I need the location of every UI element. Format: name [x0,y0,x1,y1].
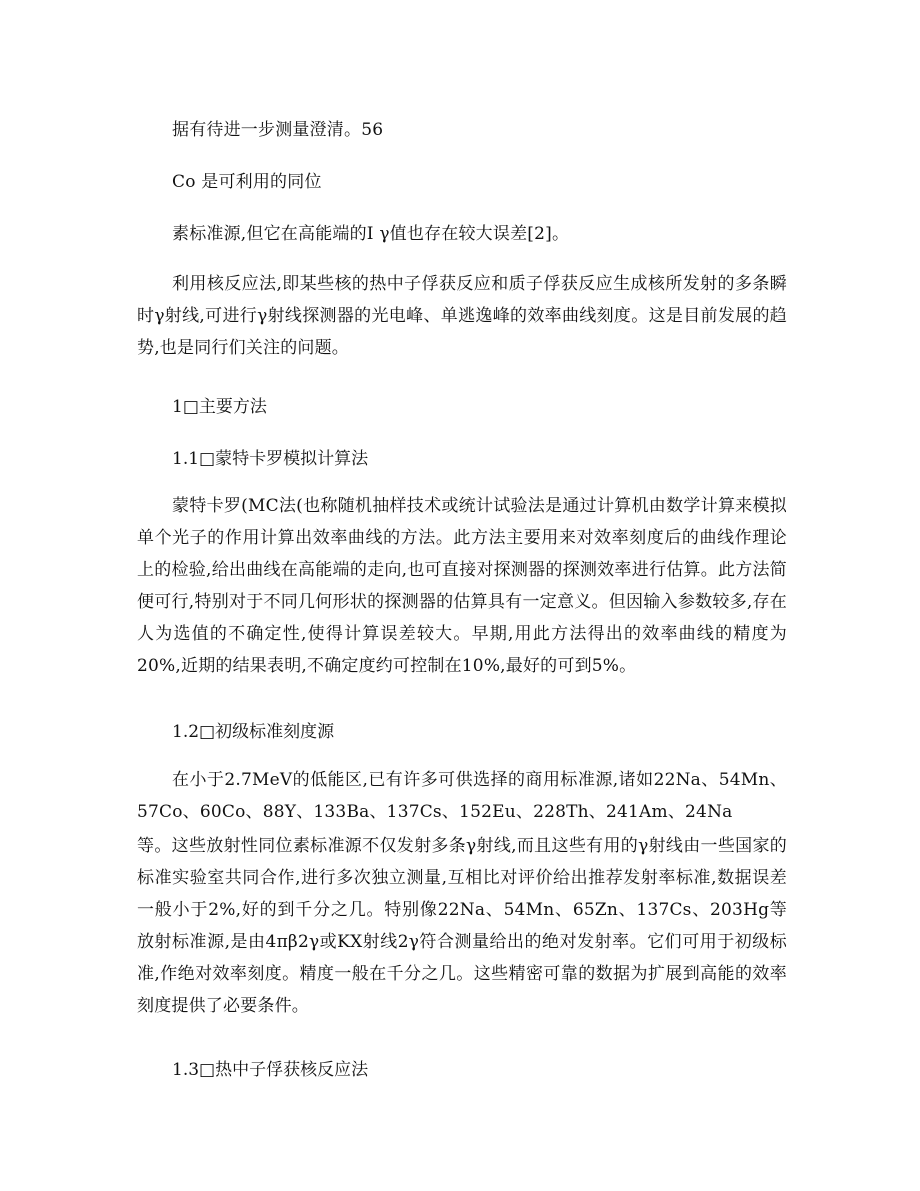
paragraph-primary-sources-body: 等。这些放射性同位素标准源不仅发射多条γ射线,而且这些有用的γ射线由一些国家的标准实验室共同合作,进行多次独立测量,互相比对评价给出推荐发射率标准,数据误差一般小于2%,好的到千分之几。特别像22Na、54Mn、65Zn、137Cs、203Hg等放射标准源,是由4πβ2γ或KX射线2γ符合测量给出的绝对发射率。它们可用于初级标准,作绝对效率刻度。精度一般在千分之几。这些精密可靠的数据为扩展到高能的效率刻度提供了必要条件。 [137,836,787,1016]
text-line-3: 素标准源,但它在高能端的I γ值也存在较大误差[2]。 [172,224,570,244]
text-line-2: Co 是可利用的同位 [172,172,322,192]
paragraph-nuclear-reaction: 利用核反应法,即某些核的热中子俘获反应和质子俘获反应生成核所发射的多条瞬时γ射线,可进行γ射线探测器的光电峰、单逃逸峰的效率曲线刻度。这是目前发展的趋势,也是同行们关注的问题。 [137,274,787,358]
paragraph-monte-carlo: 蒙特卡罗(MC法(也称随机抽样技术或统计试验法是通过计算机由数学计算来模拟单个光子的作用计算出效率曲线的方法。此方法主要用来对效率刻度后的曲线作理论上的检验,给出曲线在高能端的走向,也可直接对探测器的探测效率进行估算。此方法简便可行,特别对于不同几何形状的探测器的估算具有一定意义。但因输入参数较多,存在人为选值的不确定性,使得计算误差较大。早期,用此方法得出的效率曲线的精度为20%,近期的结果表明,不确定度约可控制在10%,最好的可到5%。 [137,496,787,676]
section-heading-1-3: 1.3□热中子俘获核反应法 [172,1060,369,1080]
section-heading-1-2: 1.2□初级标准刻度源 [172,722,335,742]
section-heading-1-1: 1.1□蒙特卡罗模拟计算法 [172,449,369,469]
text-line-1: 据有待进一步测量澄清。56 [172,120,384,140]
paragraph-primary-sources-intro: 在小于2.7MeV的低能区,已有许多可供选择的商用标准源,诸如22Na、54Mn、57Co、60Co、88Y、133Ba、137Cs、152Eu、228Th、241Am、24Na [137,770,787,822]
section-heading-1: 1□主要方法 [172,397,267,417]
